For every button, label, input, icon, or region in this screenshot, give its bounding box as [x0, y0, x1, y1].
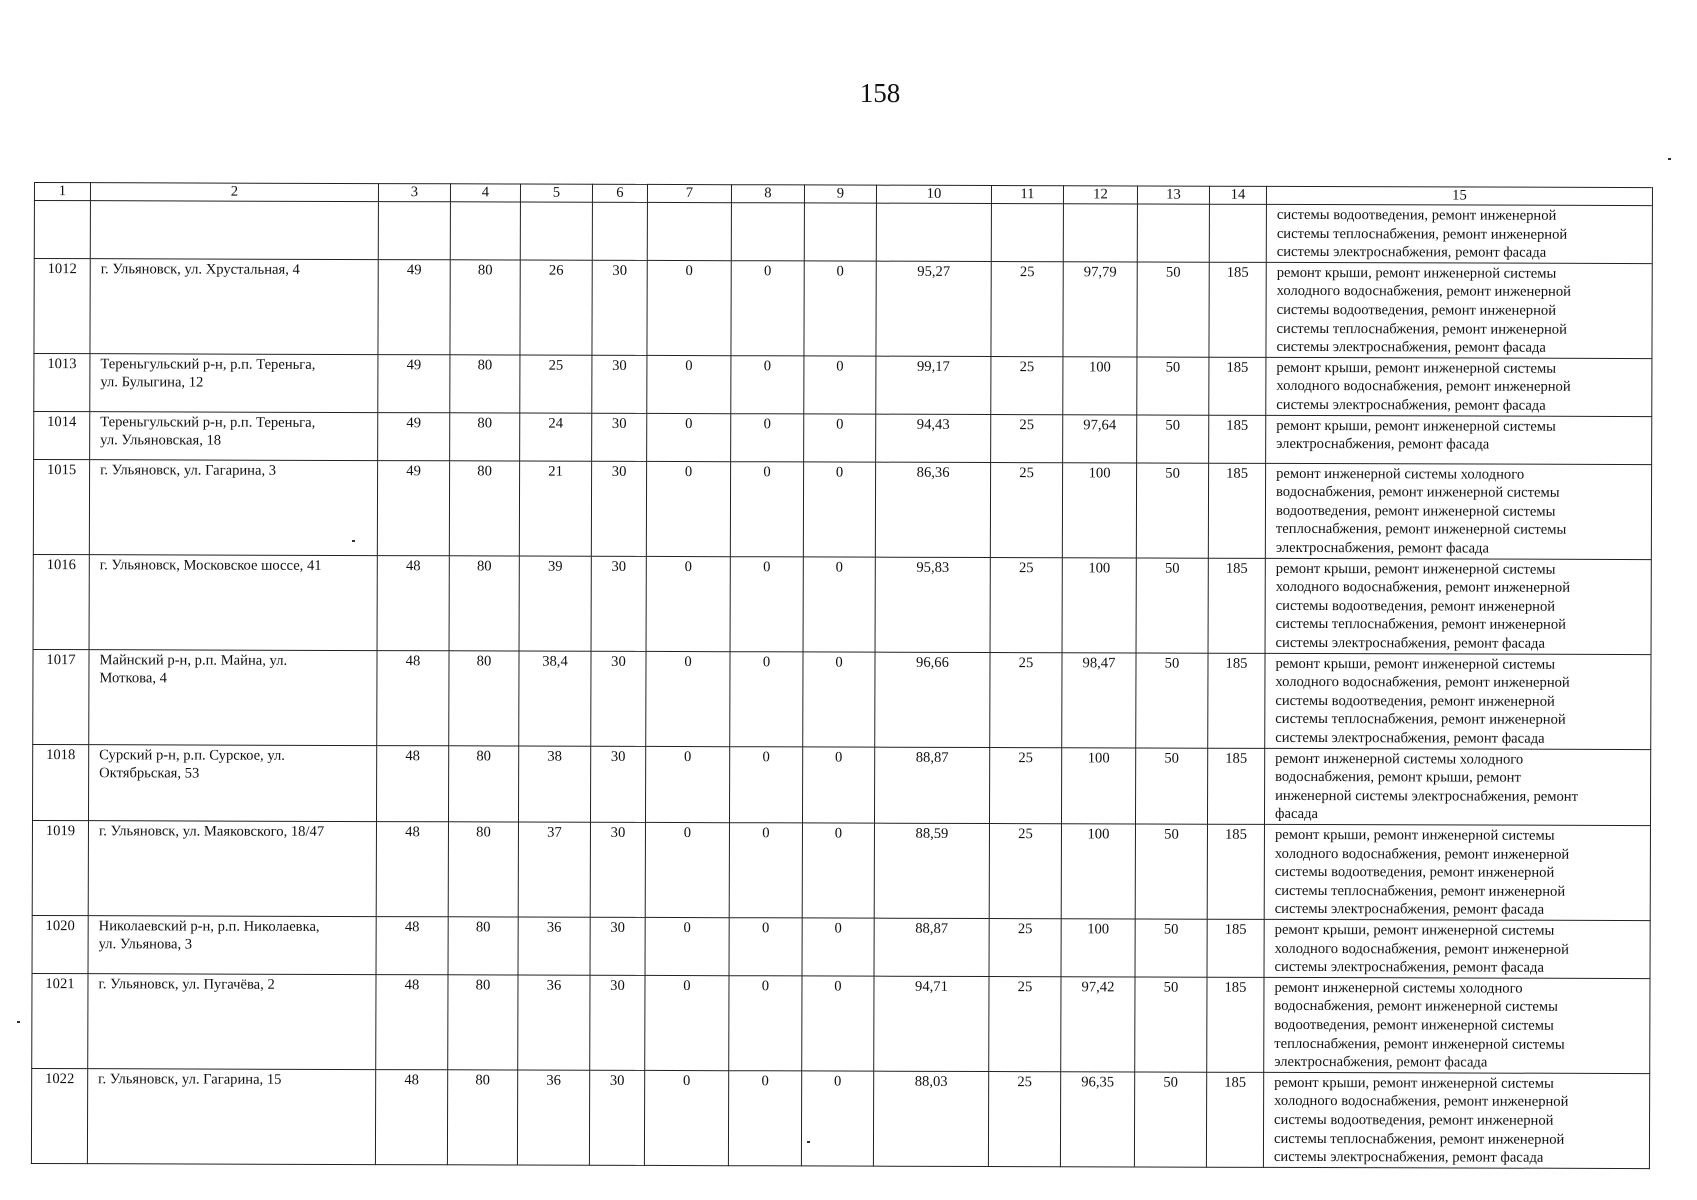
value-cell-col-5: 36: [517, 1070, 589, 1165]
works-description-cell: [1265, 558, 1651, 654]
column-number-11: 11: [991, 186, 1063, 204]
works-line: фасада: [1274, 806, 1319, 823]
row-number-cell: 1021: [32, 973, 88, 1068]
value-cell-col-14: 185: [1206, 1072, 1263, 1167]
value-cell-col-5: 38: [518, 746, 590, 823]
works-line: системы электроснабжения, ремонт фасада: [1274, 959, 1544, 976]
works-line: инженерной системы электроснабжения, ремонт: [1275, 787, 1579, 805]
value-cell-col-9: 0: [801, 1071, 873, 1166]
address-line: Октябрьская, 53: [99, 765, 200, 782]
works-line: водоснабжения, ремонт крыши, ремонт: [1275, 769, 1521, 786]
value-cell-col-12: 100: [1061, 824, 1135, 919]
works-line: системы теплоснабжения, ремонт инженерной: [1276, 225, 1568, 243]
works-description-cell: [1265, 653, 1651, 749]
scan-speck: [807, 1141, 810, 1143]
value-cell-col-9: 0: [804, 413, 876, 461]
value-cell-col-11: 25: [991, 414, 1063, 462]
works-line: электроснабжения, ремонт фасада: [1276, 436, 1490, 453]
value-cell-col-7: 0: [646, 556, 730, 651]
value-cell-col-3: [378, 202, 450, 260]
value-cell-col-5: 39: [519, 556, 591, 651]
table-row: [33, 459, 1651, 559]
value-cell-col-12: 100: [1062, 462, 1136, 557]
address-line: ул. Булыгина, 12: [100, 374, 204, 391]
value-cell-col-12: 97,64: [1063, 414, 1137, 462]
address-cell: [88, 744, 376, 821]
column-number-1: 1: [34, 183, 90, 201]
works-line: ремонт инженерной системы холодного: [1275, 750, 1524, 768]
value-cell-col-4: 80: [447, 1070, 517, 1165]
column-number-4: 4: [450, 184, 520, 202]
value-cell-col-14: 185: [1207, 977, 1264, 1072]
column-number-13: 13: [1137, 186, 1209, 204]
row-number-cell: 1020: [32, 915, 88, 973]
value-cell-col-4: 80: [448, 917, 518, 975]
column-number-2: 2: [90, 183, 378, 202]
value-cell-col-11: 25: [991, 356, 1063, 414]
column-number-9: 9: [804, 185, 876, 203]
value-cell-col-10: 94,71: [874, 976, 989, 1071]
address-line: Сурский р-н, р.п. Сурское, ул.: [99, 746, 285, 764]
value-cell-col-5: 25: [520, 355, 592, 413]
works-description-cell: [1263, 1072, 1649, 1168]
value-cell-col-7: 0: [646, 461, 730, 556]
value-cell-col-7: 0: [645, 746, 729, 823]
value-cell-col-14: 185: [1208, 463, 1265, 558]
value-cell-col-10: [876, 203, 991, 261]
address-line: г. Ульяновск, Московское шоссе, 41: [99, 556, 322, 574]
value-cell-col-7: 0: [647, 355, 731, 413]
value-cell-col-10: 99,17: [876, 356, 991, 414]
value-cell-col-13: 50: [1135, 919, 1207, 977]
row-number-cell: 1017: [33, 649, 89, 744]
works-line: системы водоотведения, ремонт инженерной: [1276, 301, 1557, 319]
value-cell-col-6: 30: [590, 917, 645, 975]
value-cell-col-11: 25: [990, 652, 1062, 747]
value-cell-col-3: 48: [376, 822, 448, 917]
works-description-cell: [1264, 824, 1650, 920]
works-line: водоснабжения, ремонт инженерной системы: [1274, 998, 1558, 1016]
value-cell-col-12: 100: [1061, 747, 1135, 824]
address-cell: [90, 353, 378, 412]
works-description-cell: [1264, 919, 1650, 978]
works-line: системы водоотведения, ремонт инженерной: [1275, 597, 1556, 615]
works-line: системы электроснабжения, ремонт фасада: [1275, 634, 1546, 652]
value-cell-col-13: 50: [1137, 262, 1209, 357]
value-cell-col-9: 0: [802, 976, 874, 1071]
value-cell-col-6: [592, 202, 647, 260]
table-row: [33, 554, 1651, 654]
works-line: ремонт крыши, ремонт инженерной системы: [1274, 1074, 1554, 1092]
works-line: системы электроснабжения, ремонт фасада: [1276, 244, 1547, 261]
value-cell-col-8: 0: [729, 746, 802, 823]
works-line: системы электроснабжения, ремонт фасада: [1275, 729, 1545, 747]
value-cell-col-4: 80: [449, 650, 519, 745]
table-row: [32, 915, 1650, 978]
table-row: [34, 201, 1652, 264]
row-number-cell: 1019: [32, 820, 88, 915]
value-cell-col-9: 0: [802, 918, 874, 976]
address-line: Моткова, 4: [99, 670, 167, 687]
value-cell-col-3: 49: [378, 259, 450, 354]
address-cell: [88, 821, 376, 917]
value-cell-col-6: 30: [592, 260, 647, 355]
value-cell-col-8: 0: [729, 823, 802, 918]
value-cell-col-6: 30: [590, 822, 645, 917]
works-line: системы теплоснабжения, ремонт инженерной: [1275, 711, 1566, 729]
value-cell-col-10: 88,87: [874, 918, 989, 976]
value-cell-col-3: 48: [376, 974, 448, 1069]
value-cell-col-8: 0: [731, 355, 804, 413]
value-cell-col-5: [520, 202, 592, 260]
works-line: системы водоотведения, ремонт инженерной: [1275, 692, 1555, 710]
value-cell-col-8: 0: [729, 975, 802, 1070]
value-cell-col-13: 50: [1135, 748, 1207, 825]
value-cell-col-12: 97,79: [1063, 262, 1137, 357]
address-line: г. Ульяновск, ул. Хрустальная, 4: [100, 260, 300, 278]
works-line: холодного водоснабжения, ремонт инженерной: [1274, 940, 1569, 958]
works-line: электроснабжения, ремонт фасада: [1275, 539, 1489, 557]
value-cell-col-13: 50: [1135, 824, 1207, 919]
address-line: Тереньгульский р-н, р.п. Тереньга,: [100, 413, 316, 431]
works-line: теплоснабжения, ремонт инженерной системы: [1275, 521, 1567, 539]
table-row: [34, 258, 1652, 358]
address-line: Тереньгульский р-н, р.п. Тереньга,: [100, 355, 316, 373]
row-number-cell: 1013: [34, 353, 90, 411]
works-line: системы теплоснабжения, ремонт инженерной: [1275, 616, 1567, 634]
value-cell-col-5: 24: [520, 413, 592, 461]
works-line: ремонт инженерной системы холодного: [1276, 465, 1525, 483]
works-line: холодного водоснабжения, ремонт инженерной: [1274, 845, 1570, 863]
value-cell-col-14: [1209, 204, 1266, 262]
value-cell-col-13: 50: [1135, 977, 1207, 1072]
value-cell-col-11: 25: [988, 1071, 1060, 1166]
value-cell-col-14: 185: [1207, 824, 1264, 919]
value-cell-col-3: 49: [378, 354, 450, 412]
value-cell-col-11: 25: [989, 918, 1061, 976]
value-cell-col-13: 50: [1136, 558, 1208, 653]
address-line: Николаевский р-н, р.п. Николаевка,: [98, 918, 320, 935]
value-cell-col-12: 98,47: [1062, 652, 1136, 747]
repair-program-table: [31, 182, 1653, 1169]
address-cell: [88, 916, 376, 975]
value-cell-col-4: 80: [448, 975, 518, 1070]
address-cell: [89, 649, 377, 745]
works-line: холодного водоснабжения, ремонт инженерной: [1275, 674, 1570, 691]
address-line: г. Ульяновск, ул. Пугачёва, 2: [98, 975, 275, 993]
works-line: ремонт крыши, ремонт инженерной системы: [1275, 655, 1556, 673]
value-cell-col-7: 0: [645, 975, 729, 1070]
value-cell-col-12: 100: [1061, 919, 1135, 977]
column-number-5: 5: [520, 184, 592, 202]
works-line: системы теплоснабжения, ремонт инженерной: [1276, 320, 1567, 338]
value-cell-col-13: [1137, 204, 1209, 262]
works-line: водоотведения, ремонт инженерной системы: [1274, 1016, 1554, 1034]
works-line: ремонт крыши, ремонт инженерной системы: [1276, 417, 1556, 435]
value-cell-col-10: 88,59: [874, 823, 989, 918]
works-line: системы электроснабжения, ремонт фасада: [1273, 1148, 1544, 1166]
works-description-cell: [1264, 977, 1650, 1073]
address-cell: [87, 1068, 375, 1164]
value-cell-col-8: 0: [731, 413, 804, 461]
value-cell-col-8: 0: [730, 556, 803, 651]
column-number-15: 15: [1266, 186, 1652, 205]
value-cell-col-9: 0: [802, 823, 874, 918]
works-line: электроснабжения, ремонт фасада: [1274, 1053, 1488, 1071]
value-cell-col-10: 95,27: [876, 261, 991, 356]
value-cell-col-9: 0: [803, 461, 875, 556]
works-line: системы электроснабжения, ремонт фасада: [1274, 901, 1545, 919]
value-cell-col-6: 30: [590, 975, 645, 1070]
works-line: ремонт крыши, ремонт инженерной системы: [1274, 826, 1555, 844]
page-number: 158: [859, 78, 901, 108]
column-number-8: 8: [731, 185, 804, 203]
works-line: ремонт крыши, ремонт инженерной системы: [1276, 359, 1557, 377]
works-description-cell: [1264, 748, 1650, 826]
column-number-14: 14: [1209, 186, 1266, 204]
address-cell: [89, 554, 377, 650]
table-row: [32, 820, 1650, 920]
value-cell-col-3: 48: [375, 1069, 447, 1164]
address-cell: [90, 411, 378, 460]
value-cell-col-6: 30: [591, 651, 646, 746]
address-cell: [90, 201, 378, 260]
address-line: ул. Ульяновская, 18: [100, 432, 222, 449]
value-cell-col-7: 0: [644, 1070, 728, 1165]
value-cell-col-3: 48: [376, 745, 448, 822]
address-line: Майнский р-н, р.п. Майна, ул.: [99, 651, 288, 669]
value-cell-col-12: [1063, 204, 1137, 262]
scan-speck: [352, 540, 355, 542]
row-number-cell: 1014: [34, 411, 90, 459]
value-cell-col-7: 0: [647, 260, 731, 355]
value-cell-col-10: 95,83: [875, 557, 990, 652]
value-cell-col-14: 185: [1209, 357, 1266, 415]
works-line: системы водоотведения, ремонт инженерной: [1274, 864, 1555, 881]
value-cell-col-11: 25: [989, 823, 1061, 918]
value-cell-col-9: 0: [804, 356, 876, 414]
table-row: [31, 1068, 1649, 1168]
value-cell-col-6: 30: [590, 746, 645, 823]
value-cell-col-11: 25: [989, 747, 1061, 824]
works-line: ремонт инженерной системы холодного: [1274, 979, 1523, 997]
value-cell-col-10: 88,03: [873, 1071, 988, 1166]
table-row: [32, 744, 1650, 825]
value-cell-col-11: 25: [990, 462, 1062, 557]
value-cell-col-9: 0: [804, 261, 876, 356]
works-line: системы теплоснабжения, ремонт инженерной: [1274, 882, 1566, 900]
value-cell-col-7: 0: [645, 822, 729, 917]
address-line: ул. Ульянова, 3: [98, 936, 193, 953]
value-cell-col-4: 80: [449, 460, 519, 555]
value-cell-col-9: 0: [803, 651, 875, 746]
value-cell-col-12: 100: [1062, 557, 1136, 652]
value-cell-col-4: 80: [450, 412, 520, 460]
value-cell-col-11: 25: [990, 557, 1062, 652]
value-cell-col-11: 25: [991, 261, 1063, 356]
column-number-12: 12: [1063, 186, 1137, 204]
works-line: холодного водоснабжения, ремонт инженерной: [1275, 579, 1571, 596]
value-cell-col-7: 0: [647, 413, 731, 461]
works-line: ремонт крыши, ремонт инженерной системы: [1276, 264, 1557, 282]
value-cell-col-5: 37: [518, 822, 590, 917]
value-cell-col-12: 100: [1063, 357, 1137, 415]
value-cell-col-12: 96,35: [1060, 1071, 1134, 1166]
value-cell-col-13: 50: [1134, 1072, 1206, 1167]
table-row: [34, 411, 1652, 464]
value-cell-col-11: [991, 204, 1063, 262]
value-cell-col-10: 86,36: [875, 462, 990, 557]
works-description-cell: [1266, 204, 1652, 263]
value-cell-col-8: 0: [728, 1070, 801, 1165]
value-cell-col-8: 0: [731, 260, 804, 355]
value-cell-col-3: 48: [377, 650, 449, 745]
works-line: системы водоотведения, ремонт инженерной: [1276, 206, 1557, 224]
value-cell-col-9: [804, 203, 876, 261]
works-line: водоснабжения, ремонт инженерной системы: [1276, 484, 1560, 501]
value-cell-col-5: 36: [518, 917, 590, 975]
address-cell: [90, 258, 378, 354]
column-number-10: 10: [876, 185, 991, 203]
value-cell-col-10: 94,43: [876, 414, 991, 462]
address-cell: [89, 459, 377, 555]
address-cell: [88, 973, 376, 1069]
works-line: ремонт крыши, ремонт инженерной системы: [1275, 560, 1556, 578]
value-cell-col-7: 0: [645, 917, 729, 975]
value-cell-col-6: 30: [591, 461, 646, 556]
works-line: теплоснабжения, ремонт инженерной системы: [1274, 1035, 1565, 1053]
value-cell-col-14: 185: [1209, 415, 1266, 463]
value-cell-col-13: 50: [1136, 463, 1208, 558]
value-cell-col-14: 185: [1207, 748, 1264, 825]
address-line: г. Ульяновск, ул. Маяковского, 18/47: [98, 823, 325, 840]
works-description-cell: [1265, 463, 1651, 559]
value-cell-col-3: 49: [377, 460, 449, 555]
value-cell-col-8: [731, 203, 804, 261]
column-number-7: 7: [647, 184, 731, 202]
works-line: холодного водоснабжения, ремонт инженерной: [1276, 378, 1571, 396]
value-cell-col-3: 49: [378, 412, 450, 460]
value-cell-col-8: 0: [730, 651, 803, 746]
value-cell-col-12: 97,42: [1061, 976, 1135, 1071]
works-line: водоотведения, ремонт инженерной системы: [1275, 502, 1556, 520]
value-cell-col-4: 80: [449, 555, 519, 650]
value-cell-col-7: [647, 202, 731, 260]
works-line: системы электроснабжения, ремонт фасада: [1276, 339, 1546, 356]
value-cell-col-4: 80: [448, 822, 518, 917]
row-number-cell: 1018: [32, 744, 88, 821]
table-row: [34, 353, 1652, 416]
value-cell-col-14: 185: [1208, 558, 1265, 653]
value-cell-col-8: 0: [730, 461, 803, 556]
value-cell-col-6: 30: [592, 355, 647, 413]
value-cell-col-13: 50: [1137, 357, 1209, 415]
works-line: ремонт крыши, ремонт инженерной системы: [1274, 921, 1555, 939]
table-row: [33, 649, 1651, 749]
value-cell-col-6: 30: [589, 1070, 644, 1165]
row-number-cell: 1015: [33, 459, 89, 554]
table-row: [32, 973, 1650, 1073]
address-line: г. Ульяновск, ул. Гагарина, 3: [100, 461, 277, 479]
value-cell-col-14: 185: [1207, 919, 1264, 977]
works-description-cell: [1266, 262, 1652, 358]
value-cell-col-4: [450, 202, 520, 260]
scan-speck: [1668, 158, 1671, 160]
row-number-cell: 1012: [34, 258, 90, 353]
column-number-6: 6: [592, 184, 647, 202]
value-cell-col-9: 0: [803, 556, 875, 651]
value-cell-col-13: 50: [1137, 415, 1209, 463]
value-cell-col-3: 48: [377, 555, 449, 650]
address-line: г. Ульяновск, ул. Гагарина, 15: [98, 1070, 282, 1088]
value-cell-col-5: 26: [520, 260, 592, 355]
row-number-cell: 1016: [33, 554, 89, 649]
value-cell-col-10: 96,66: [875, 652, 990, 747]
value-cell-col-9: 0: [802, 746, 874, 823]
value-cell-col-5: 21: [519, 461, 591, 556]
works-line: холодного водоснабжения, ремонт инженерной: [1274, 1093, 1569, 1111]
value-cell-col-6: 30: [592, 413, 647, 461]
value-cell-col-5: 36: [518, 975, 590, 1070]
table-body: [31, 201, 1652, 1169]
row-number-cell: [34, 201, 90, 259]
repair-program-table-sheet: [31, 182, 1653, 1169]
value-cell-col-5: 38,4: [519, 651, 591, 746]
scan-speck: [17, 1021, 20, 1023]
value-cell-col-14: 185: [1209, 262, 1266, 357]
value-cell-col-3: 48: [376, 917, 448, 975]
value-cell-col-13: 50: [1136, 653, 1208, 748]
value-cell-col-4: 80: [448, 745, 518, 822]
value-cell-col-7: 0: [646, 651, 730, 746]
works-description-cell: [1266, 357, 1652, 416]
works-line: холодного водоснабжения, ремонт инженерной: [1276, 283, 1571, 301]
column-number-3: 3: [378, 184, 450, 202]
value-cell-col-4: 80: [450, 355, 520, 413]
works-line: системы водоотведения, ремонт инженерной: [1274, 1111, 1554, 1129]
value-cell-col-14: 185: [1208, 653, 1265, 748]
works-line: системы теплоснабжения, ремонт инженерной: [1273, 1130, 1565, 1148]
works-line: системы электроснабжения, ремонт фасада: [1276, 396, 1546, 414]
value-cell-col-4: 80: [450, 260, 520, 355]
value-cell-col-10: 88,87: [874, 747, 989, 824]
works-description-cell: [1266, 415, 1652, 464]
value-cell-col-6: 30: [591, 556, 646, 651]
row-number-cell: 1022: [31, 1068, 87, 1163]
value-cell-col-8: 0: [729, 918, 802, 976]
value-cell-col-11: 25: [989, 976, 1061, 1071]
